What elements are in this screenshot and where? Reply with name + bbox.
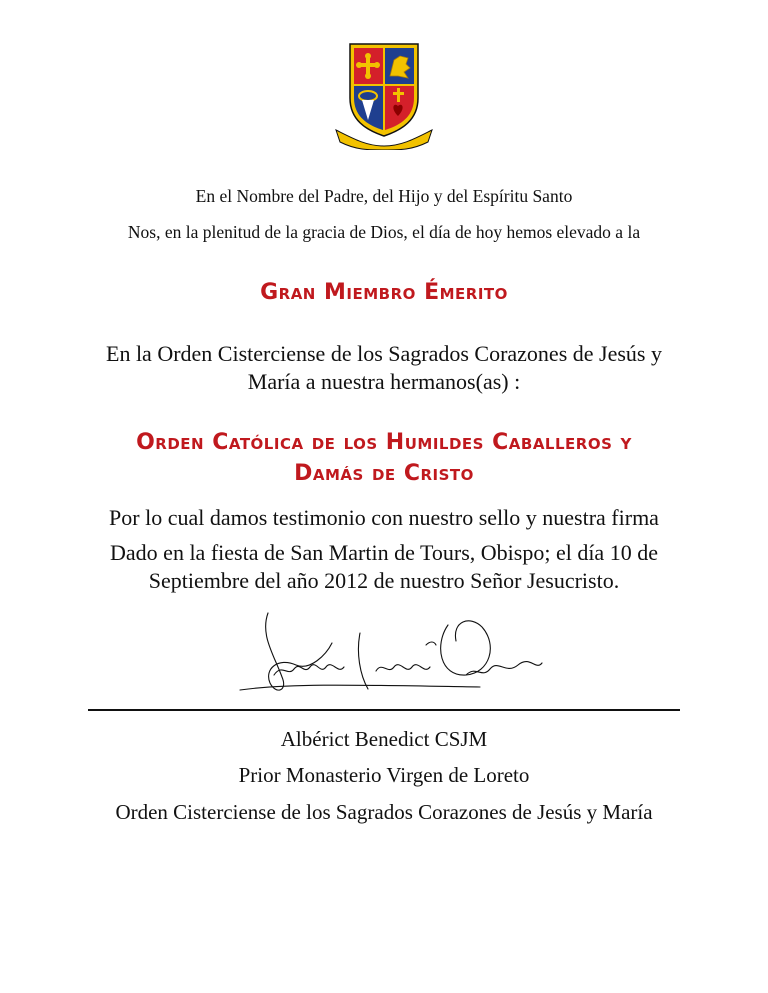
- signatory-name: Albérict Benedict CSJM: [280, 727, 488, 751]
- date-line-1: Dado en la fiesta de San Martin de Tours, Obispo; el día 10 de: [110, 540, 658, 565]
- handwritten-signature: [230, 605, 550, 705]
- invocation-text: En el Nombre del Padre, del Hijo y del Espíritu Santo: [195, 186, 573, 206]
- signatory-role: Prior Monasterio Virgen de Loreto: [238, 763, 530, 787]
- rank-title: Gran Miembro Émerito: [260, 280, 508, 305]
- elevation-text: Nos, en la plenitud de la gracia de Dios, el día de hoy hemos elevado a la: [127, 222, 641, 242]
- recipient-line-2: Damás de Cristo: [294, 461, 474, 486]
- date-line-2: Septiembre del año 2012 de nuestro Señor Jesucristo.: [148, 568, 620, 593]
- order-line-2: María a nuestra hermanos(as) :: [247, 369, 521, 394]
- recipient-line-1: Orden Católica de los Humildes Caballeros y: [136, 430, 632, 455]
- signature-line: [88, 709, 680, 711]
- testimony-text: Por lo cual damos testimonio con nuestro sello y nuestra firma: [109, 505, 659, 530]
- signatory-order: Orden Cisterciense de los Sagrados Corazones de Jesús y María: [115, 800, 653, 824]
- order-line-1: En la Orden Cisterciense de los Sagrados Corazones de Jesús y: [106, 341, 662, 366]
- coat-of-arms: [332, 38, 436, 150]
